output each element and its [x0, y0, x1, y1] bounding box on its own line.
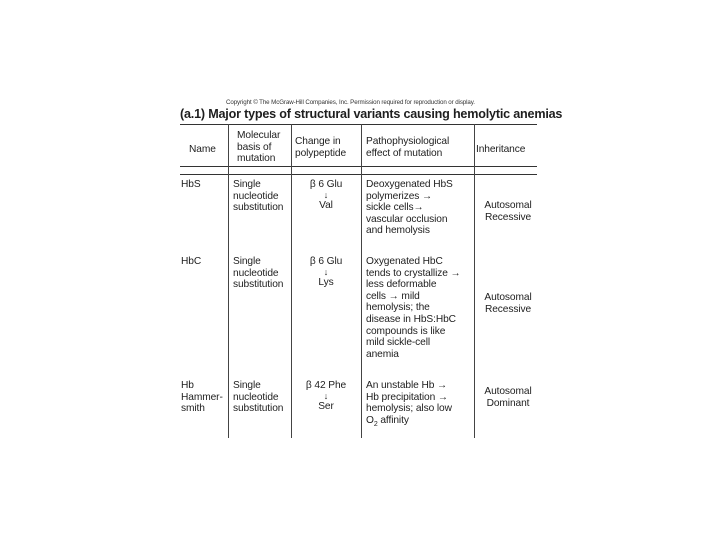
row-3-effect: An unstable Hb → Hb precipitation → hemolysis; also low $O_2$ affinity: [366, 380, 452, 428]
col-sep-2: [291, 174, 292, 438]
header-change: Change in polypeptide: [295, 136, 347, 159]
row-2-name: HbC: [181, 256, 202, 267]
rule-body-top: [180, 174, 537, 175]
row-1-basis: Single nucleotide substitution: [233, 179, 284, 214]
col-sep-4-head: [474, 124, 475, 174]
col-sep-4: [474, 174, 475, 438]
down-arrow-icon: ↓: [323, 390, 329, 401]
row-2-inheritance: Autosomal Recessive: [484, 292, 532, 315]
row-2-change: β 6 Glu ↓ Lys: [294, 256, 358, 288]
col-sep-3-head: [361, 124, 362, 174]
col-sep-3: [361, 174, 362, 438]
row-1-name: HbS: [181, 179, 201, 190]
row-3-basis: Single nucleotide substitution: [233, 380, 284, 415]
table-title: (a.1) Major types of structural variants causing hemolytic anemias: [180, 107, 563, 121]
row-2-effect: Oxygenated HbC tends to crystallize → less deformable cells → mild hemolysis; the disease in HbS:HbC compounds is like mild sickle-cell anemia: [366, 256, 461, 360]
col-sep-2-head: [291, 124, 292, 174]
down-arrow-icon: ↓: [323, 189, 329, 200]
row-2-basis: Single nucleotide substitution: [233, 256, 284, 291]
header-name: Name: [189, 144, 216, 155]
col-sep-1-head: [228, 124, 229, 174]
row-3-change: β 42 Phe ↓ Ser: [294, 380, 358, 412]
row-3-inheritance: Autosomal Dominant: [484, 386, 532, 409]
row-1-effect: Deoxygenated HbS polymerizes → sickle cells→ vascular occlusion and hemolysis: [366, 179, 453, 237]
row-3-name: Hb Hammer- smith: [181, 380, 223, 415]
rule-top: [180, 124, 537, 125]
header-molecular: Molecular basis of mutation: [237, 130, 281, 165]
col-sep-1: [228, 174, 229, 438]
row-1-inheritance: Autosomal Recessive: [484, 200, 532, 223]
rule-header-bottom: [180, 166, 537, 167]
down-arrow-icon: ↓: [323, 266, 329, 277]
row-1-change: β 6 Glu ↓ Val: [294, 179, 358, 211]
copyright-notice: Copyright © The McGraw-Hill Companies, Inc. Permission required for reproduction or display.: [226, 99, 475, 106]
header-inheritance: Inheritance: [476, 144, 526, 155]
header-effect: Pathophysiological effect of mutation: [366, 136, 450, 159]
table-figure: [178, 96, 563, 440]
